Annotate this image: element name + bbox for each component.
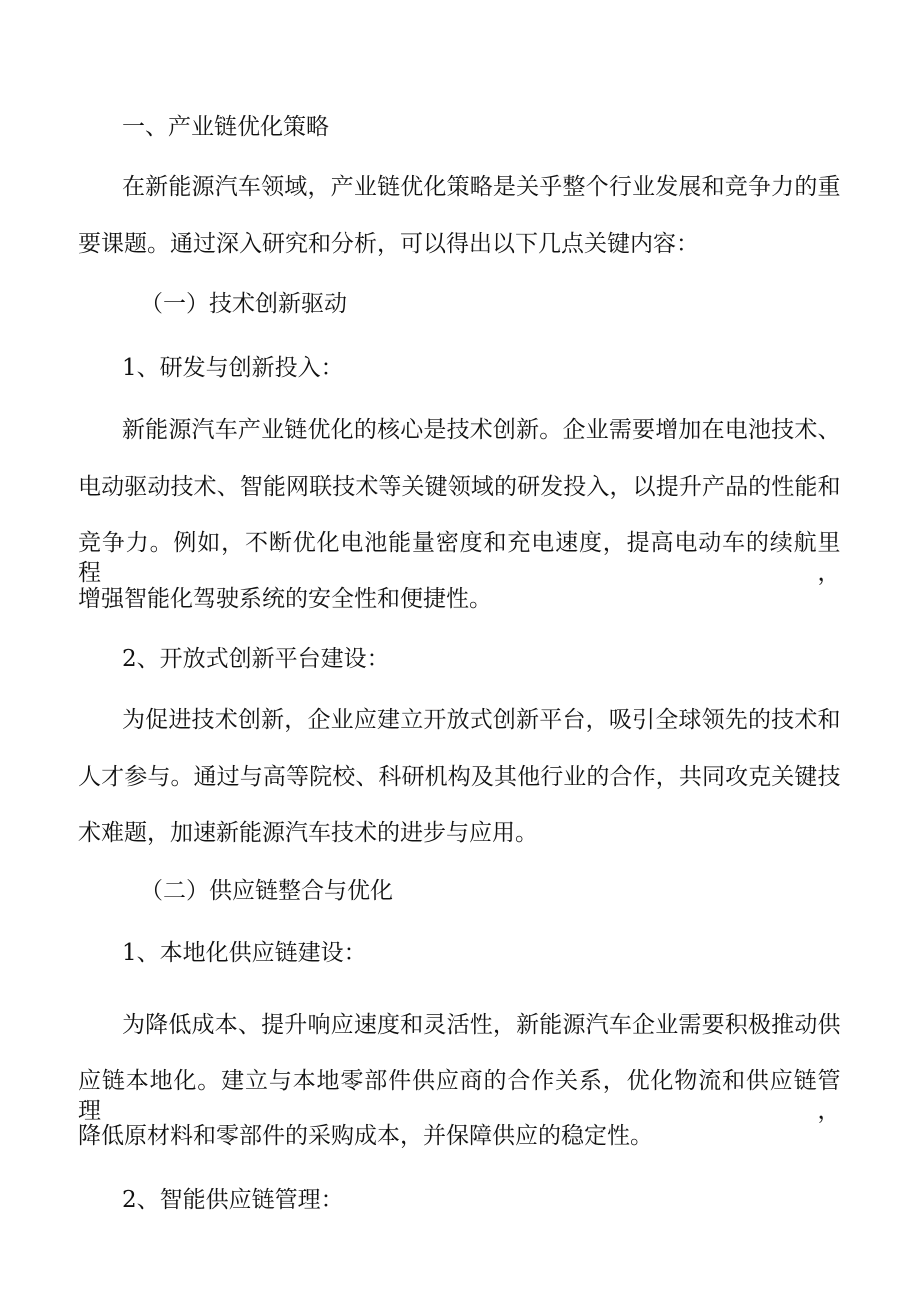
item-heading: 2、智能供应链管理： bbox=[122, 1187, 344, 1213]
paragraph-line: 要课题。通过深入研究和分析，可以得出以下几点关键内容： bbox=[78, 231, 699, 257]
paragraph-line: 在新能源汽车领域，产业链优化策略是关乎整个行业发展和竞争力的重 bbox=[122, 174, 840, 200]
paragraph-line: 术难题，加速新能源汽车技术的进步与应用。 bbox=[78, 820, 538, 846]
paragraph-line: 降低原材料和零部件的采购成本，并保障供应的稳定性。 bbox=[78, 1123, 653, 1149]
paragraph-line: 电动驱动技术、智能网联技术等关键领域的研发投入，以提升产品的性能和 bbox=[78, 474, 840, 500]
paragraph-line: 增强智能化驾驶系统的安全性和便捷性。 bbox=[78, 586, 492, 612]
subsection-heading: （二）供应链整合与优化 bbox=[140, 878, 393, 904]
paragraph-line: 为促进技术创新，企业应建立开放式创新平台，吸引全球领先的技术和 bbox=[122, 707, 840, 733]
paragraph-line: 竞争力。例如，不断优化电池能量密度和充电速度，提高电动车的续航里程， bbox=[78, 530, 840, 586]
paragraph-line: 为降低成本、提升响应速度和灵活性，新能源汽车企业需要积极推动供 bbox=[122, 1012, 840, 1038]
paragraph-line: 新能源汽车产业链优化的核心是技术创新。企业需要增加在电池技术、 bbox=[122, 417, 840, 443]
paragraph-line: 应链本地化。建立与本地零部件供应商的合作关系，优化物流和供应链管理， bbox=[78, 1068, 840, 1124]
section-heading: 一、产业链优化策略 bbox=[122, 114, 329, 140]
item-heading: 1、研发与创新投入： bbox=[122, 355, 344, 381]
item-heading: 2、开放式创新平台建设： bbox=[122, 646, 390, 672]
subsection-heading: （一）技术创新驱动 bbox=[140, 291, 347, 317]
paragraph-line: 人才参与。通过与高等院校、科研机构及其他行业的合作，共同攻克关键技 bbox=[78, 764, 840, 790]
item-heading: 1、本地化供应链建设： bbox=[122, 940, 367, 966]
